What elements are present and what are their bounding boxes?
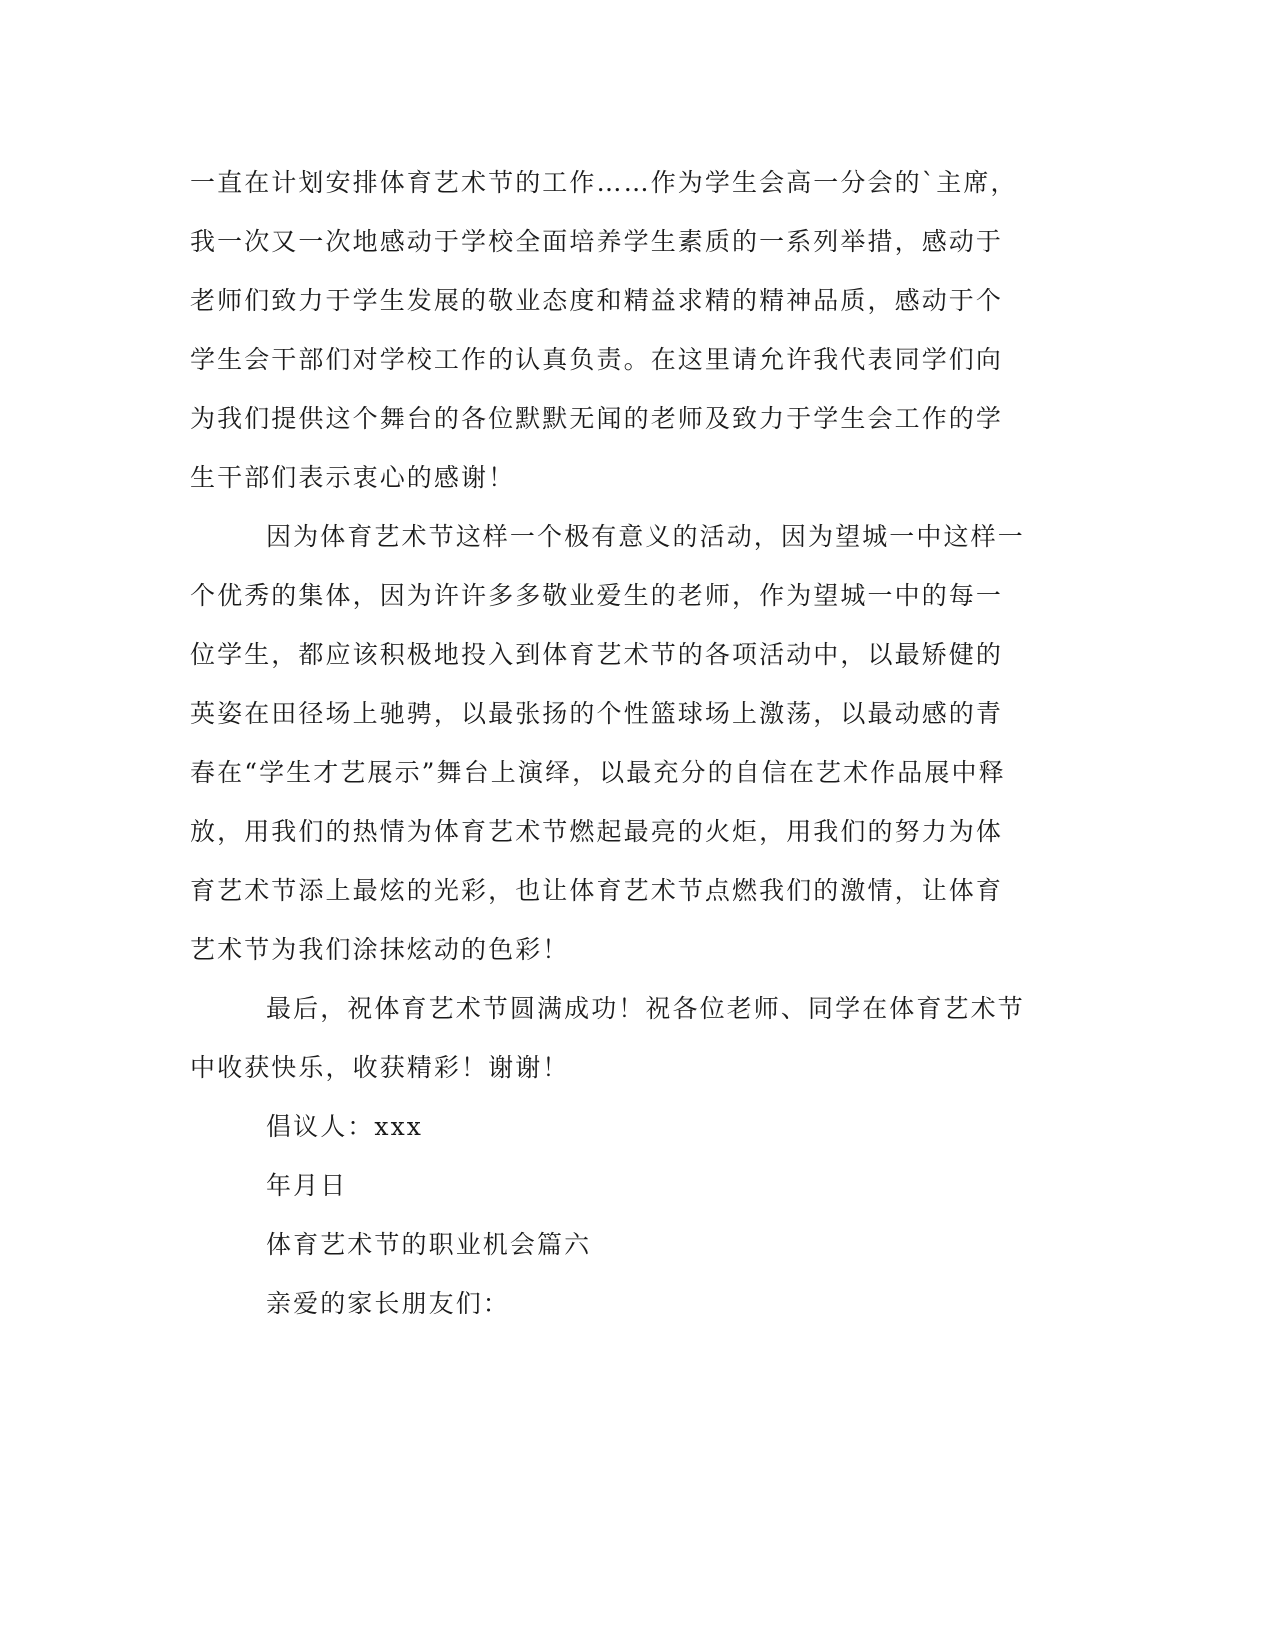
text-line: 生干部们表示衷心的感谢！: [190, 463, 516, 492]
text-line: 我一次又一次地感动于学校全面培养学生素质的一系列举措，感动于: [190, 227, 1004, 256]
text-line: 因为体育艺术节这样一个极有意义的活动，因为望城一中这样一: [266, 522, 1025, 551]
text-line: 放，用我们的热情为体育艺术节燃起最亮的火炬，用我们的努力为体: [190, 817, 1004, 846]
text-line: 育艺术节添上最炫的光彩，也让体育艺术节点燃我们的激情，让体育: [190, 876, 1004, 905]
signature: 倡议人：xxx: [266, 1112, 423, 1141]
text-line: 学生会干部们对学校工作的认真负责。在这里请允许我代表同学们向: [190, 345, 1004, 374]
text-line: 一直在计划安排体育艺术节的工作……作为学生会高一分会的`主席，: [190, 168, 1018, 197]
text-line: 位学生，都应该积极地投入到体育艺术节的各项活动中，以最矫健的: [190, 640, 1004, 669]
text-line: 中收获快乐，收获精彩！谢谢！: [190, 1053, 570, 1082]
section-title: 体育艺术节的职业机会篇六: [266, 1230, 592, 1259]
text-line: 老师们致力于学生发展的敬业态度和精益求精的精神品质，感动于个: [190, 286, 1004, 315]
salutation: 亲爱的家长朋友们：: [266, 1289, 510, 1318]
text-line: 英姿在田径场上驰骋，以最张扬的个性篮球场上激荡，以最动感的青: [190, 699, 1004, 728]
text-line: 艺术节为我们涂抹炫动的色彩！: [190, 935, 570, 964]
date-line: 年月日: [266, 1171, 348, 1200]
text-line: 个优秀的集体，因为许许多多敬业爱生的老师，作为望城一中的每一: [190, 581, 1004, 610]
text-line: 最后，祝体育艺术节圆满成功！祝各位老师、同学在体育艺术节: [266, 994, 1025, 1023]
text-line: 为我们提供这个舞台的各位默默无闻的老师及致力于学生会工作的学: [190, 404, 1004, 433]
text-line: 春在“学生才艺展示”舞台上演绎，以最充分的自信在艺术作品展中释: [190, 758, 1006, 787]
